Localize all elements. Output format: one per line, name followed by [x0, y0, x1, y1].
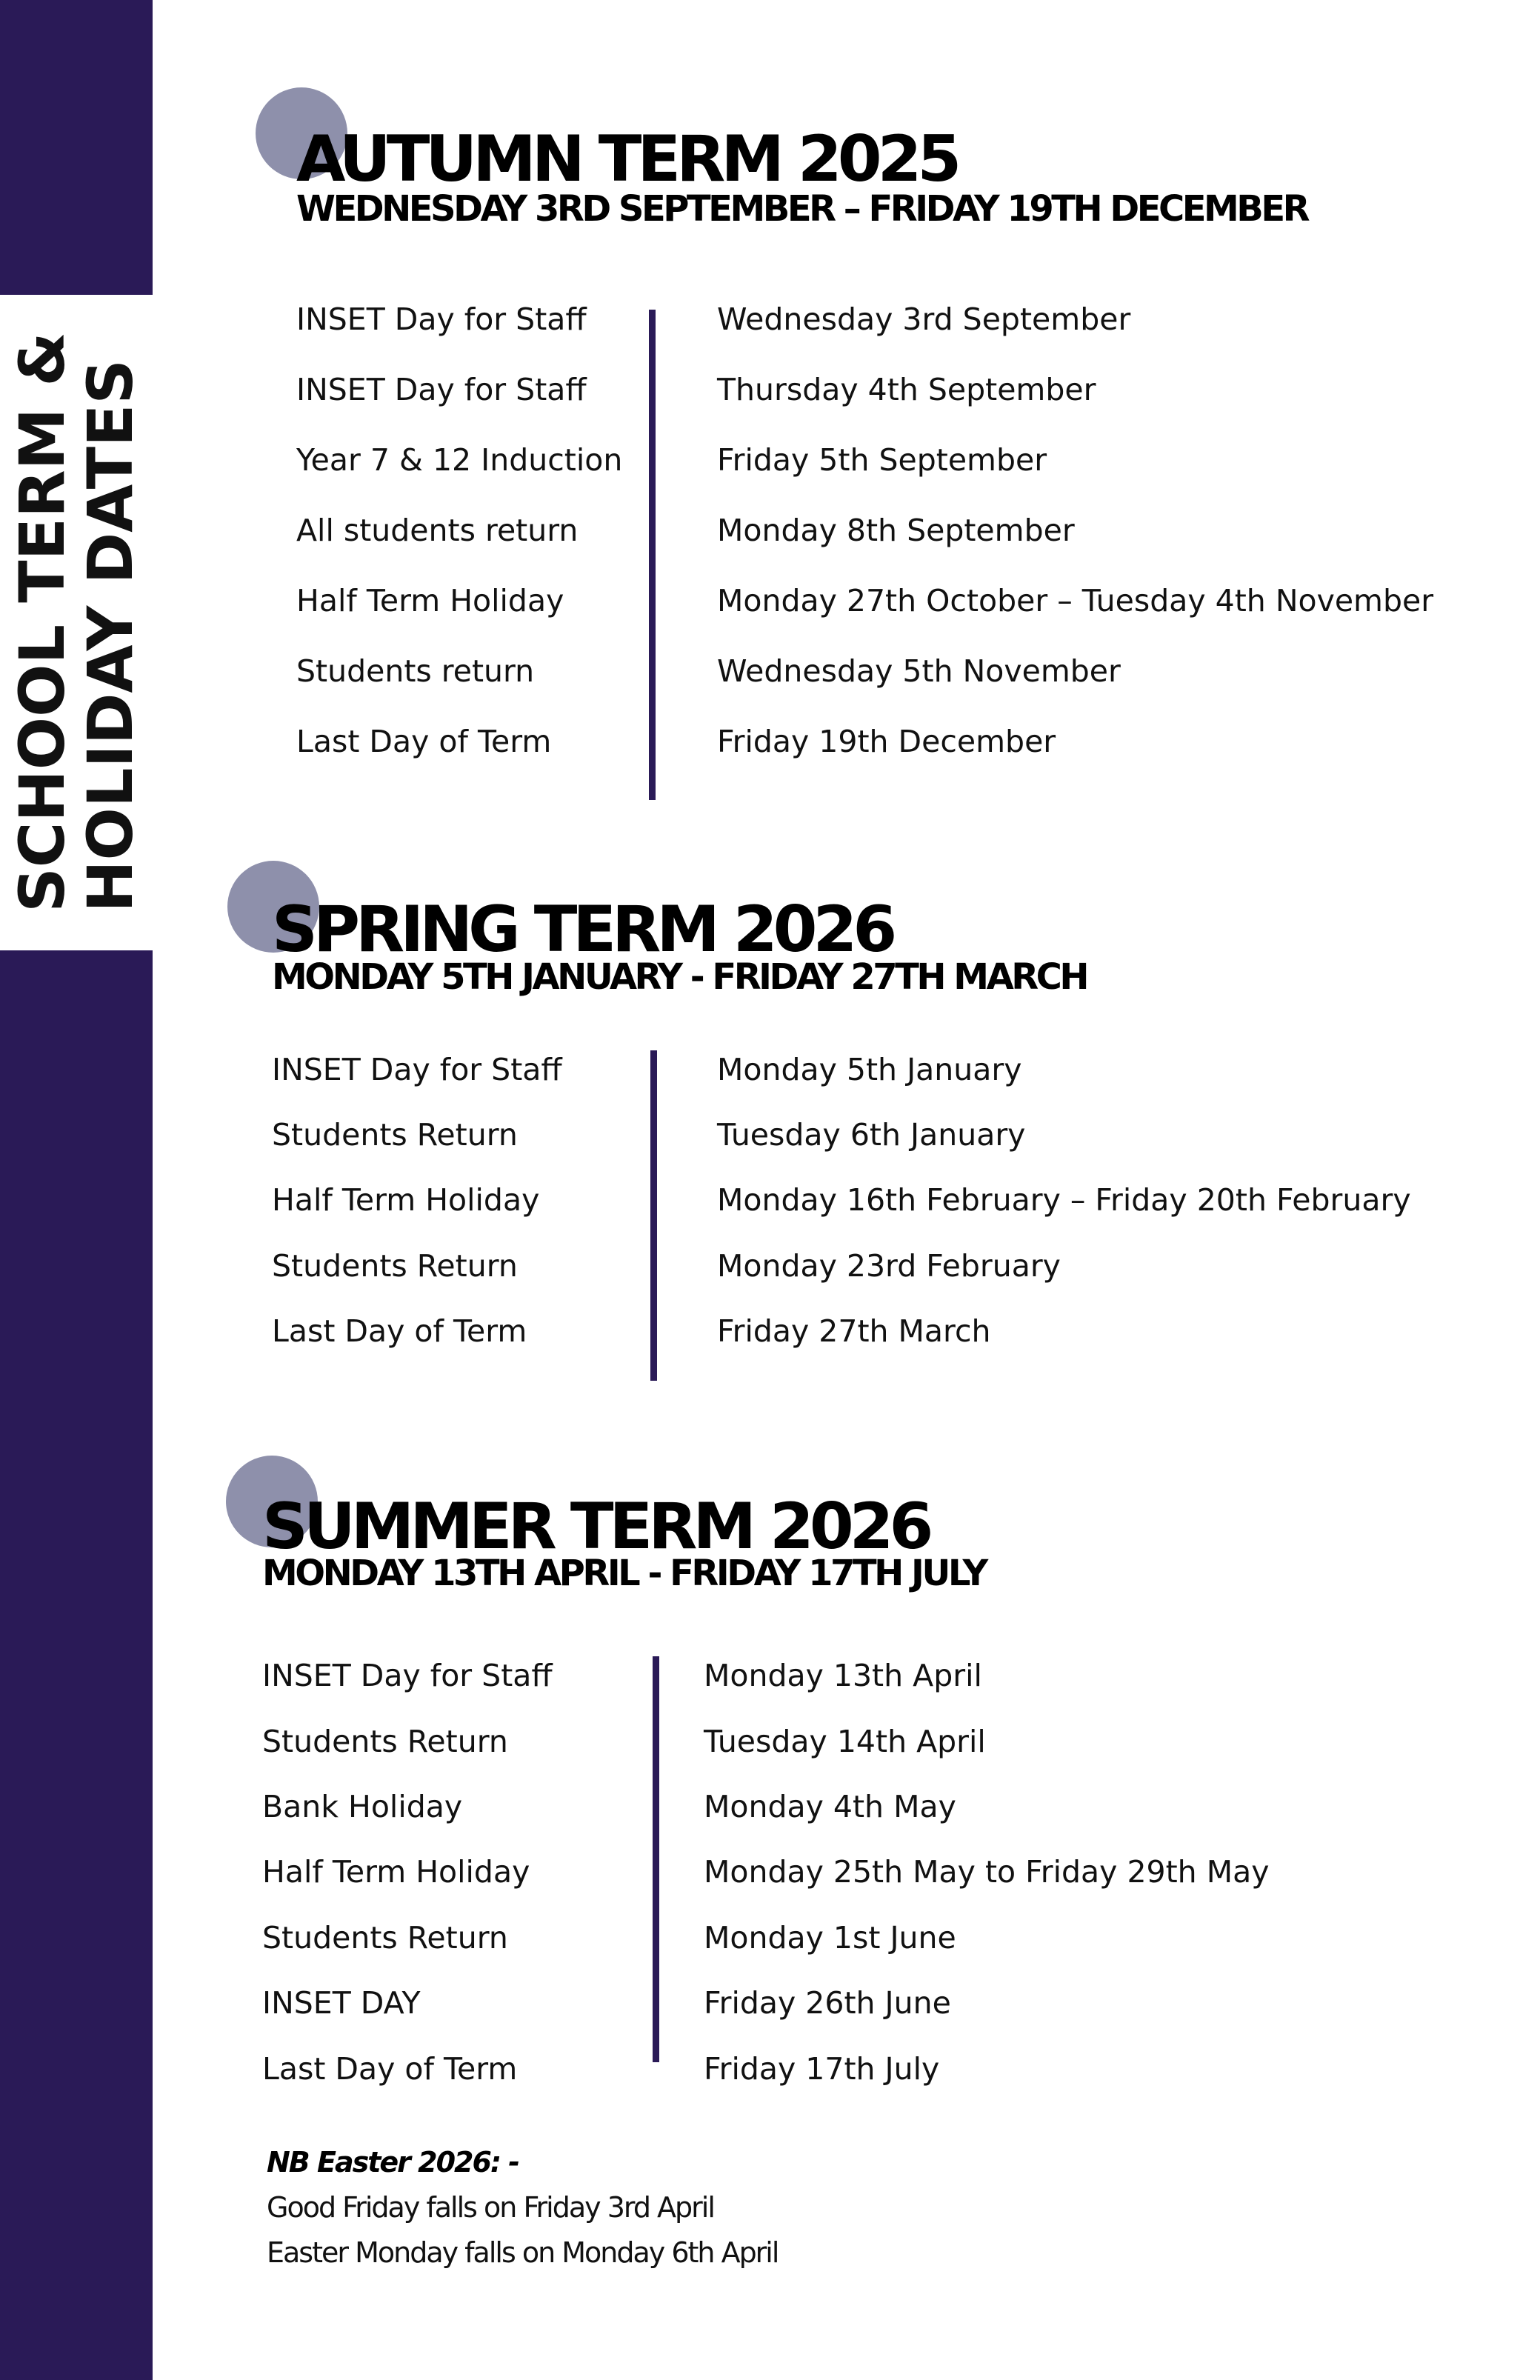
autumn-row-label: Last Day of Term	[296, 724, 552, 759]
summer-row-date: Monday 4th May	[704, 1789, 956, 1824]
spring-row-date: Monday 16th February – Friday 20th February	[717, 1182, 1411, 1218]
spring-row-date: Tuesday 6th January	[717, 1117, 1026, 1153]
summer-row-date: Monday 13th April	[704, 1658, 982, 1693]
autumn-row-label: Half Term Holiday	[296, 583, 564, 619]
autumn-divider	[649, 310, 656, 800]
summer-row-date: Tuesday 14th April	[704, 1724, 986, 1759]
spring-row-label: Last Day of Term	[272, 1313, 527, 1349]
summer-row-label: INSET DAY	[262, 1985, 421, 2021]
sidebar-top-band	[0, 0, 153, 295]
summer-row-label: Last Day of Term	[262, 2051, 518, 2087]
summer-row-label: Students Return	[262, 1724, 508, 1759]
summer-row-date: Friday 26th June	[704, 1985, 951, 2021]
autumn-row-label: INSET Day for Staff	[296, 301, 587, 337]
autumn-row-date: Friday 5th September	[717, 442, 1047, 478]
summer-row-label: Half Term Holiday	[262, 1854, 530, 1890]
autumn-row-date: Wednesday 3rd September	[717, 301, 1131, 337]
spring-row-label: Students Return	[272, 1117, 518, 1153]
easter-note-line: Easter Monday falls on Monday 6th April	[267, 2236, 779, 2269]
autumn-row-date: Wednesday 5th November	[717, 653, 1121, 689]
summer-row-date: Monday 1st June	[704, 1920, 956, 1956]
sidebar-title-line-2: HOLIDAY DATES	[74, 359, 147, 913]
autumn-row-label: Year 7 & 12 Induction	[296, 442, 623, 478]
spring-row-date: Friday 27th March	[717, 1313, 991, 1349]
summer-row-date: Monday 25th May to Friday 29th May	[704, 1854, 1270, 1890]
summer-row-label: Bank Holiday	[262, 1789, 463, 1824]
easter-note-line: Good Friday falls on Friday 3rd April	[267, 2191, 714, 2224]
summer-row-label: INSET Day for Staff	[262, 1658, 553, 1693]
spring-divider	[650, 1050, 657, 1381]
autumn-row-date: Monday 8th September	[717, 513, 1075, 548]
summer-divider	[653, 1656, 659, 2062]
autumn-row-date: Thursday 4th September	[717, 372, 1096, 407]
sidebar-title-line-1: SCHOOL TERM &	[6, 332, 79, 913]
summer-term-subtitle: MONDAY 13TH APRIL - FRIDAY 17TH JULY	[262, 1553, 986, 1594]
autumn-term-title: AUTUMN TERM 2025	[296, 122, 958, 196]
spring-term-subtitle: MONDAY 5TH JANUARY - FRIDAY 27TH MARCH	[272, 956, 1087, 998]
summer-row-label: Students Return	[262, 1920, 508, 1956]
autumn-row-date: Monday 27th October – Tuesday 4th November	[717, 583, 1434, 619]
autumn-term-subtitle: WEDNESDAY 3RD SEPTEMBER – FRIDAY 19TH DECEMBER	[296, 188, 1308, 230]
autumn-row-label: Students return	[296, 653, 535, 689]
spring-row-date: Monday 5th January	[717, 1052, 1022, 1087]
sidebar-title	[6, 332, 147, 913]
spring-row-date: Monday 23rd February	[717, 1248, 1061, 1284]
spring-row-label: Half Term Holiday	[272, 1182, 540, 1218]
spring-row-label: Students Return	[272, 1248, 518, 1284]
autumn-row-label: INSET Day for Staff	[296, 372, 587, 407]
spring-row-label: INSET Day for Staff	[272, 1052, 562, 1087]
summer-term-title: SUMMER TERM 2026	[262, 1490, 930, 1564]
sidebar-bottom-band	[0, 950, 153, 2380]
summer-row-date: Friday 17th July	[704, 2051, 940, 2087]
spring-term-title: SPRING TERM 2026	[272, 893, 893, 967]
autumn-row-label: All students return	[296, 513, 579, 548]
autumn-row-date: Friday 19th December	[717, 724, 1056, 759]
easter-note-title: NB Easter 2026: -	[267, 2146, 519, 2179]
